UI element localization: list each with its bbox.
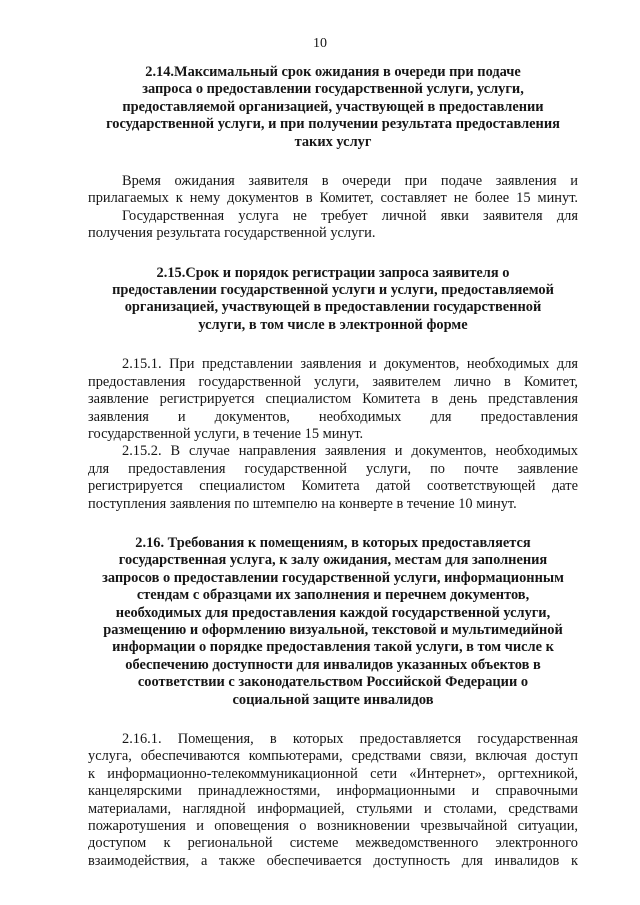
- heading-line: предоставлении государственной услуги и услуги, предоставляемой: [112, 282, 554, 299]
- paragraph-no-personal-visit: [88, 208, 578, 243]
- paragraph-line: Время ожидания заявителя в очереди при подаче заявления и: [122, 173, 578, 190]
- paragraph-2-15-2: [88, 443, 578, 513]
- paragraph-line: предоставления государственной услуги, заявителем лично в Комитет,: [88, 373, 578, 390]
- paragraph-waiting-time: [88, 173, 578, 208]
- heading-line: соответствии с законодательством Российской Федерации о: [137, 674, 529, 691]
- section-heading-2-16: [88, 535, 578, 709]
- paragraph-line: доступом к региональной системе межведомственного электронного: [88, 835, 578, 852]
- section-heading-2-15: [88, 265, 578, 335]
- heading-line: размещению и оформлению визуальной, текстовой и мультимедийной: [103, 621, 563, 638]
- paragraph-line: пожаротушения и оповещения о возникновении чрезвычайной ситуации,: [88, 818, 578, 835]
- heading-line: запроса о предоставлении государственной услуги, услуги,: [142, 81, 524, 98]
- paragraph-line: государственной услуги, в течение 15 минут.: [88, 425, 364, 442]
- heading-line: предоставляемой организацией, участвующей в предоставлении: [122, 98, 544, 115]
- document-body: [88, 64, 578, 870]
- paragraph-line: услуга, обеспечиваются компьютерами, средствами связи, включая доступ: [88, 748, 578, 765]
- paragraph-line: получения результата государственной услуги.: [88, 225, 376, 242]
- heading-line: обеспечению доступности для инвалидов указанных объектов в: [125, 656, 541, 673]
- heading-line: необходимых для предоставления каждой государственной услуги,: [115, 604, 551, 621]
- paragraph-line: прилагаемых к нему документов в Комитет, составляет не более 15 минут.: [88, 190, 578, 207]
- paragraph-line: канцелярскими принадлежностями, информационными и справочными: [88, 783, 578, 800]
- heading-line: организацией, участвующей в предоставлении государственной: [124, 299, 542, 316]
- heading-line: запросов о предоставлении государственной услуги, информационным: [102, 569, 564, 586]
- paragraph-line: заявления и документов, необходимых для предоставления: [88, 408, 578, 425]
- paragraph-line: заявление регистрируется специалистом Комитета в день представления: [88, 391, 578, 408]
- paragraph-line: 2.15.2. В случае направления заявления и документов, необходимых: [122, 443, 578, 460]
- paragraph-line: 2.16.1. Помещения, в которых предоставляется государственная: [122, 731, 578, 747]
- paragraph-line: к информационно-телекоммуникационной сети «Интернет», оргтехникой,: [88, 765, 578, 782]
- heading-line: государственной услуги, и при получении результата предоставления: [106, 116, 560, 133]
- heading-line: услуги, в том числе в электронной форме: [198, 316, 468, 333]
- heading-line: социальной защите инвалидов: [232, 691, 434, 708]
- paragraph-2-15-1: [88, 356, 578, 443]
- paragraph-line: взаимодействия, а также обеспечивается доступность для инвалидов к: [88, 852, 578, 869]
- paragraph-line: поступления заявления по штемпелю на конверте в течение 10 минут.: [88, 495, 517, 512]
- heading-line: информации о порядке предоставления такой услуги, в том числе к: [112, 639, 554, 656]
- paragraph-line: для предоставления государственной услуги, по почте заявление: [88, 460, 578, 477]
- heading-line: таких услуг: [294, 133, 372, 150]
- paragraph-line: материалами, наглядной информацией, стульями и столами, средствами: [88, 800, 578, 817]
- paragraph-2-16-1: [88, 731, 578, 870]
- section-heading-2-14: [88, 64, 578, 151]
- paragraph-line: Государственная услуга не требует личной явки заявителя для: [122, 207, 578, 224]
- heading-line: стендам с образцами их заполнения и перечнем документов,: [136, 587, 530, 604]
- heading-line: 2.16. Требования к помещениям, в которых предоставляется: [135, 534, 531, 551]
- heading-line: государственная услуга, к залу ожидания, местам для заполнения: [118, 552, 548, 569]
- page-number: 10: [313, 36, 327, 51]
- heading-line: 2.14.Максимальный срок ожидания в очереди при подаче: [145, 64, 521, 80]
- heading-line: 2.15.Срок и порядок регистрации запроса заявителя о: [156, 264, 510, 281]
- paragraph-line: регистрируется специалистом Комитета датой соответствующей дате: [88, 478, 578, 495]
- paragraph-line: 2.15.1. При представлении заявления и документов, необходимых для: [122, 356, 578, 373]
